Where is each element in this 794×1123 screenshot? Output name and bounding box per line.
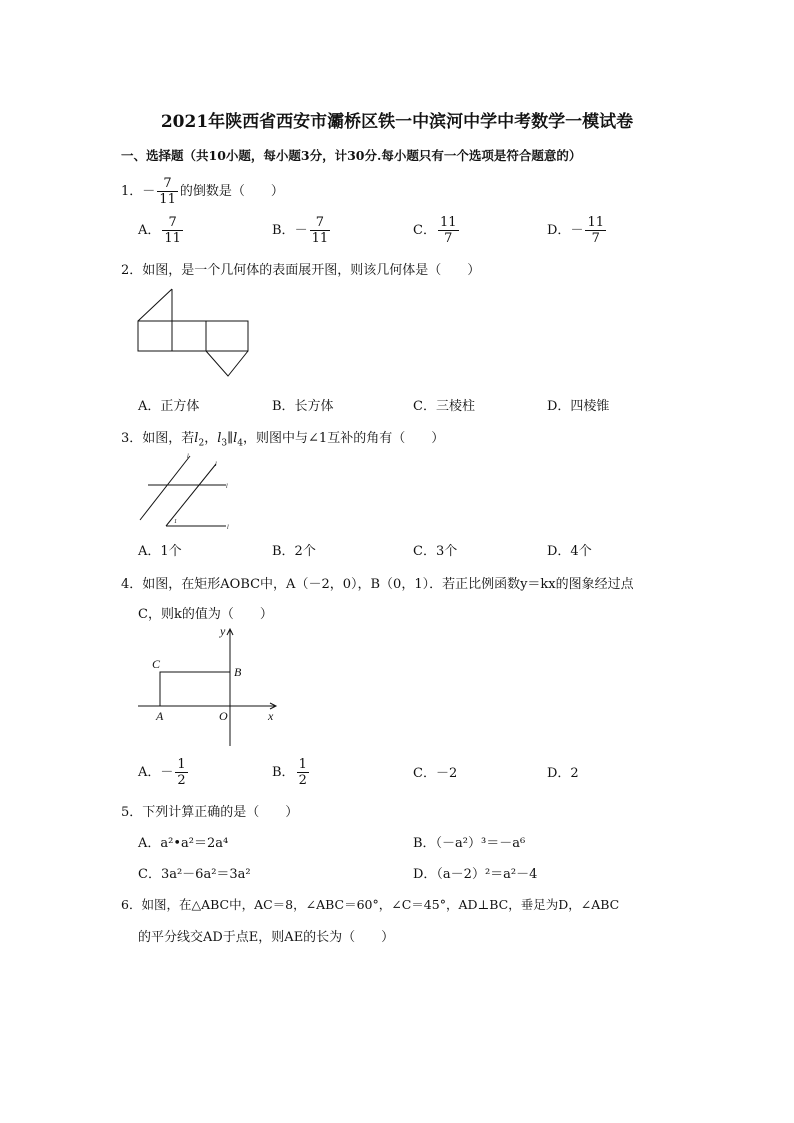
q1-option-b [272, 215, 332, 246]
q2-option-d: D．四棱锥 [547, 399, 610, 414]
question-3 [121, 427, 444, 449]
q4-option-b [272, 757, 311, 788]
q3-sub-3: 3 [221, 438, 228, 449]
fig-label-b: B [234, 665, 242, 679]
option-label: D． [547, 223, 571, 238]
option-numerator: 1 [298, 757, 307, 772]
q3-sub-4: 4 [237, 438, 244, 449]
q4-option-a [138, 757, 190, 788]
q1-text: 的倒数是（ ） [179, 184, 284, 199]
fig-label-angle-1: 1 [174, 519, 177, 525]
q4-option-d: D．2 [547, 766, 579, 781]
option-denominator: 11 [164, 231, 181, 246]
net-figure [136, 287, 251, 379]
fig-label-x: x [268, 709, 274, 723]
fig-label-l3: l [226, 484, 228, 490]
option-label: B． [272, 765, 295, 780]
q3-line-l2: l [194, 431, 199, 446]
fig-label-l1: l [187, 454, 189, 460]
option-sign: － [160, 765, 174, 780]
q3-sub-2: 2 [198, 438, 205, 449]
question-4-line-2: C，则k的值为（ ） [138, 607, 273, 622]
q1-option-a [138, 215, 185, 246]
option-numerator: 11 [439, 215, 457, 230]
option-label: A． [138, 765, 161, 780]
option-numerator: 7 [162, 215, 183, 231]
question-6-line-2: 的平分线交AD于点E，则AE的长为（ ） [138, 930, 395, 945]
fig-label-a: A [156, 709, 164, 723]
q1-numerator: 7 [157, 176, 178, 192]
fig-label-c: C [152, 657, 161, 671]
q3-line-l3: l [217, 431, 222, 446]
option-sign: － [294, 223, 308, 238]
option-denominator: 2 [177, 773, 186, 788]
q4-option-c: C．－2 [413, 766, 458, 781]
q2-option-c: C．三棱柱 [413, 399, 475, 414]
q3-option-d: D．4个 [547, 544, 592, 559]
q3-parallel: ∥ [227, 431, 234, 446]
q1-minus: － [142, 184, 156, 199]
question-5: 5．下列计算正确的是（ ） [121, 805, 299, 820]
fig-label-y: y [220, 624, 226, 638]
q1-fraction [157, 176, 178, 207]
parallel-lines-figure [138, 452, 238, 532]
option-numerator: 7 [310, 215, 331, 231]
q3-line-l4: l [233, 431, 238, 446]
q2-option-a: A．正方体 [138, 399, 200, 414]
question-1 [121, 176, 284, 207]
option-label: A． [138, 223, 161, 238]
coordinate-figure [136, 625, 286, 750]
q1-option-c [413, 215, 461, 246]
q5-option-d: D．（a－2）²＝a²－4 [413, 867, 538, 882]
option-denominator: 7 [591, 231, 600, 246]
q5-option-a: A．a²•a²＝2a⁴ [138, 836, 229, 851]
question-2: 2．如图，是一个几何体的表面展开图，则该几何体是（ ） [121, 263, 481, 278]
question-4-line-1: 4．如图，在矩形AOBC中，A（－2，0），B（0，1）．若正比例函数y＝kx的图象经过点 [121, 577, 634, 592]
question-6-line-1: 6．如图，在△ABC中，AC＝8，∠ABC＝60°，∠C＝45°，AD⊥BC，垂足为D，∠ABC [121, 897, 620, 912]
q1-denominator: 11 [159, 192, 176, 207]
q3-option-a: A．1个 [138, 544, 182, 559]
option-label: B． [272, 223, 295, 238]
q3-text-end: ，则图中与∠1互补的角有（ ） [243, 431, 445, 446]
option-denominator: 2 [298, 773, 307, 788]
q2-option-b: B．长方体 [272, 399, 334, 414]
option-denominator: 7 [444, 231, 453, 246]
option-label: C． [413, 223, 436, 238]
option-numerator: 1 [177, 757, 186, 772]
q3-text-start: 3．如图，若 [121, 431, 195, 446]
q1-number: 1． [121, 184, 143, 199]
q3-option-c: C．3个 [413, 544, 458, 559]
q3-option-b: B．2个 [272, 544, 316, 559]
option-numerator: 11 [587, 215, 604, 230]
q5-option-c: C．3a²－6a²＝3a² [138, 867, 251, 882]
section-heading: 一、选择题（共10小题，每小题3分，计30分.每小题只有一个选项是符合题意的） [121, 148, 582, 163]
q1-option-d [547, 215, 608, 246]
fig-label-l2: l [215, 462, 217, 468]
option-sign: － [570, 223, 584, 238]
fig-label-l4: l [227, 525, 229, 531]
fig-label-o: O [219, 709, 228, 723]
q3-comma: ， [204, 431, 218, 446]
page-title: 2021年陕西省西安市灞桥区铁一中滨河中学中考数学一模试卷 [160, 112, 634, 132]
q5-option-b: B．（－a²）³＝－a⁶ [413, 836, 526, 851]
option-denominator: 11 [311, 231, 329, 246]
